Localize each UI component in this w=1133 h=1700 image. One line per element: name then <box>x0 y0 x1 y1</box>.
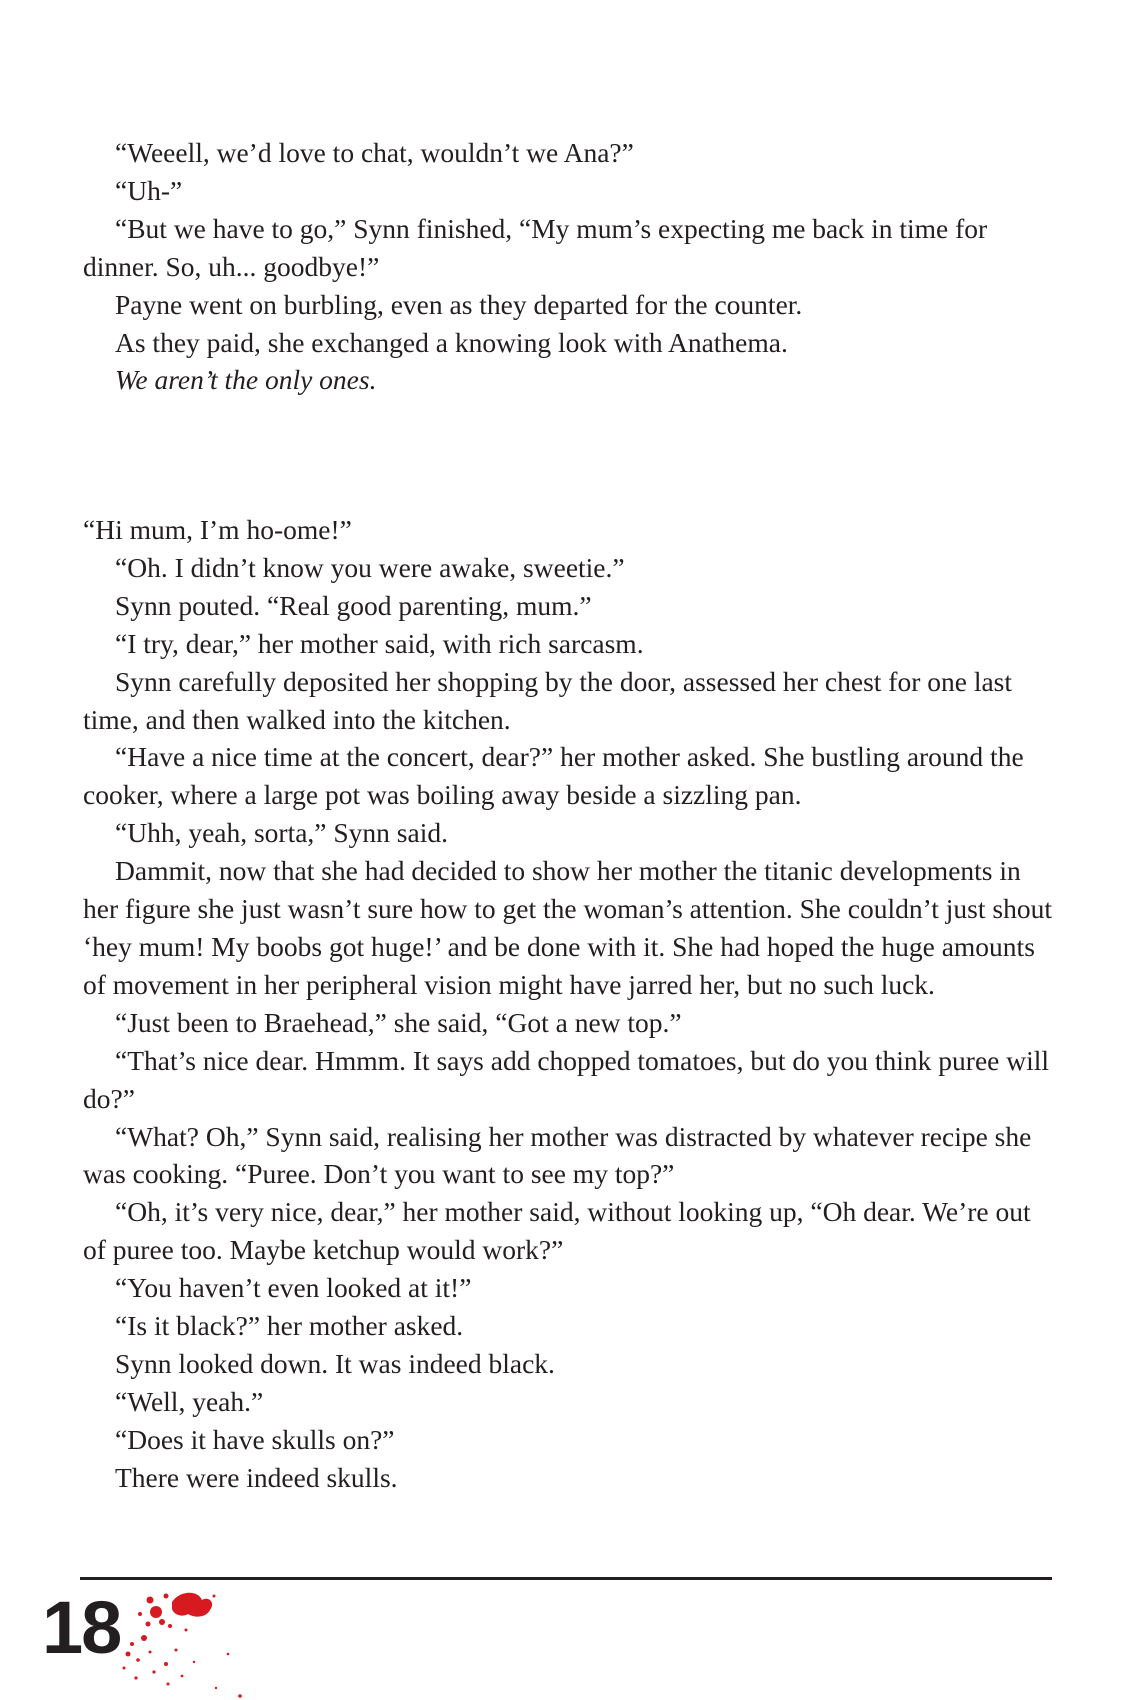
paragraph: There were indeed skulls. <box>115 1461 398 1493</box>
paragraph: Payne went on burbling, even as they departed for the counter. <box>115 288 803 320</box>
paragraph: Synn pouted. “Real good parenting, mum.” <box>115 589 592 621</box>
paragraph-italic: We aren’t the only ones. <box>115 364 377 396</box>
text-section-2 <box>83 511 1053 1497</box>
paragraph: Synn carefully deposited her shopping by the door, assessed her chest for one last time, and then walked into the kitchen. <box>83 665 1013 735</box>
paragraph: “Well, yeah.” <box>115 1385 264 1417</box>
paragraph: “Just been to Braehead,” she said, “Got a new top.” <box>115 1006 682 1038</box>
paragraph: “What? Oh,” Synn said, realising her mother was distracted by whatever recipe she was cooking. “Puree. Don’t you want to see my top?” <box>83 1120 1032 1190</box>
paragraph: “Hi mum, I’m ho-ome!” <box>83 514 352 545</box>
text-section-1 <box>83 134 1053 399</box>
paragraph: “Uh-” <box>115 174 183 206</box>
paragraph: “Uhh, yeah, sorta,” Synn said. <box>115 817 448 849</box>
blood-splatter-icon <box>110 1588 270 1700</box>
paragraph: “Oh. I didn’t know you were awake, sweetie.” <box>115 551 625 583</box>
paragraph: “Weeell, we’d love to chat, wouldn’t we Ana?” <box>115 137 634 168</box>
paragraph: As they paid, she exchanged a knowing look with Anathema. <box>115 326 788 358</box>
footer-rule <box>80 1577 1052 1580</box>
paragraph: “Is it black?” her mother asked. <box>115 1310 464 1342</box>
paragraph: “That’s nice dear. Hmmm. It says add chopped tomatoes, but do you think puree will do?” <box>83 1044 1050 1114</box>
paragraph: “But we have to go,” Synn finished, “My mum’s expecting me back in time for dinner. So, uh... goodbye!” <box>83 212 988 282</box>
page-number: 18 <box>42 1586 121 1669</box>
paragraph: “I try, dear,” her mother said, with rich sarcasm. <box>115 627 644 659</box>
paragraph: “Oh, it’s very nice, dear,” her mother said, without looking up, “Oh dear. We’re out of puree too. Maybe ketchup would work?” <box>83 1196 1031 1266</box>
paragraph: “You haven’t even looked at it!” <box>115 1272 472 1304</box>
paragraph: Synn looked down. It was indeed black. <box>115 1347 555 1379</box>
paragraph: “Have a nice time at the concert, dear?” her mother asked. She bustling around the cooker, where a large pot was boiling away beside a sizzling pan. <box>83 741 1024 811</box>
paragraph: “Does it have skulls on?” <box>115 1423 395 1455</box>
paragraph: Dammit, now that she had decided to show her mother the titanic developments in her figure she just wasn’t sure how to get the woman’s attention. She couldn’t just shout ‘hey mum! My boobs got huge!’ and be done with it. She had hoped the huge amounts of movement in her peripheral vision might have jarred her, but no such luck. <box>83 855 1052 1000</box>
